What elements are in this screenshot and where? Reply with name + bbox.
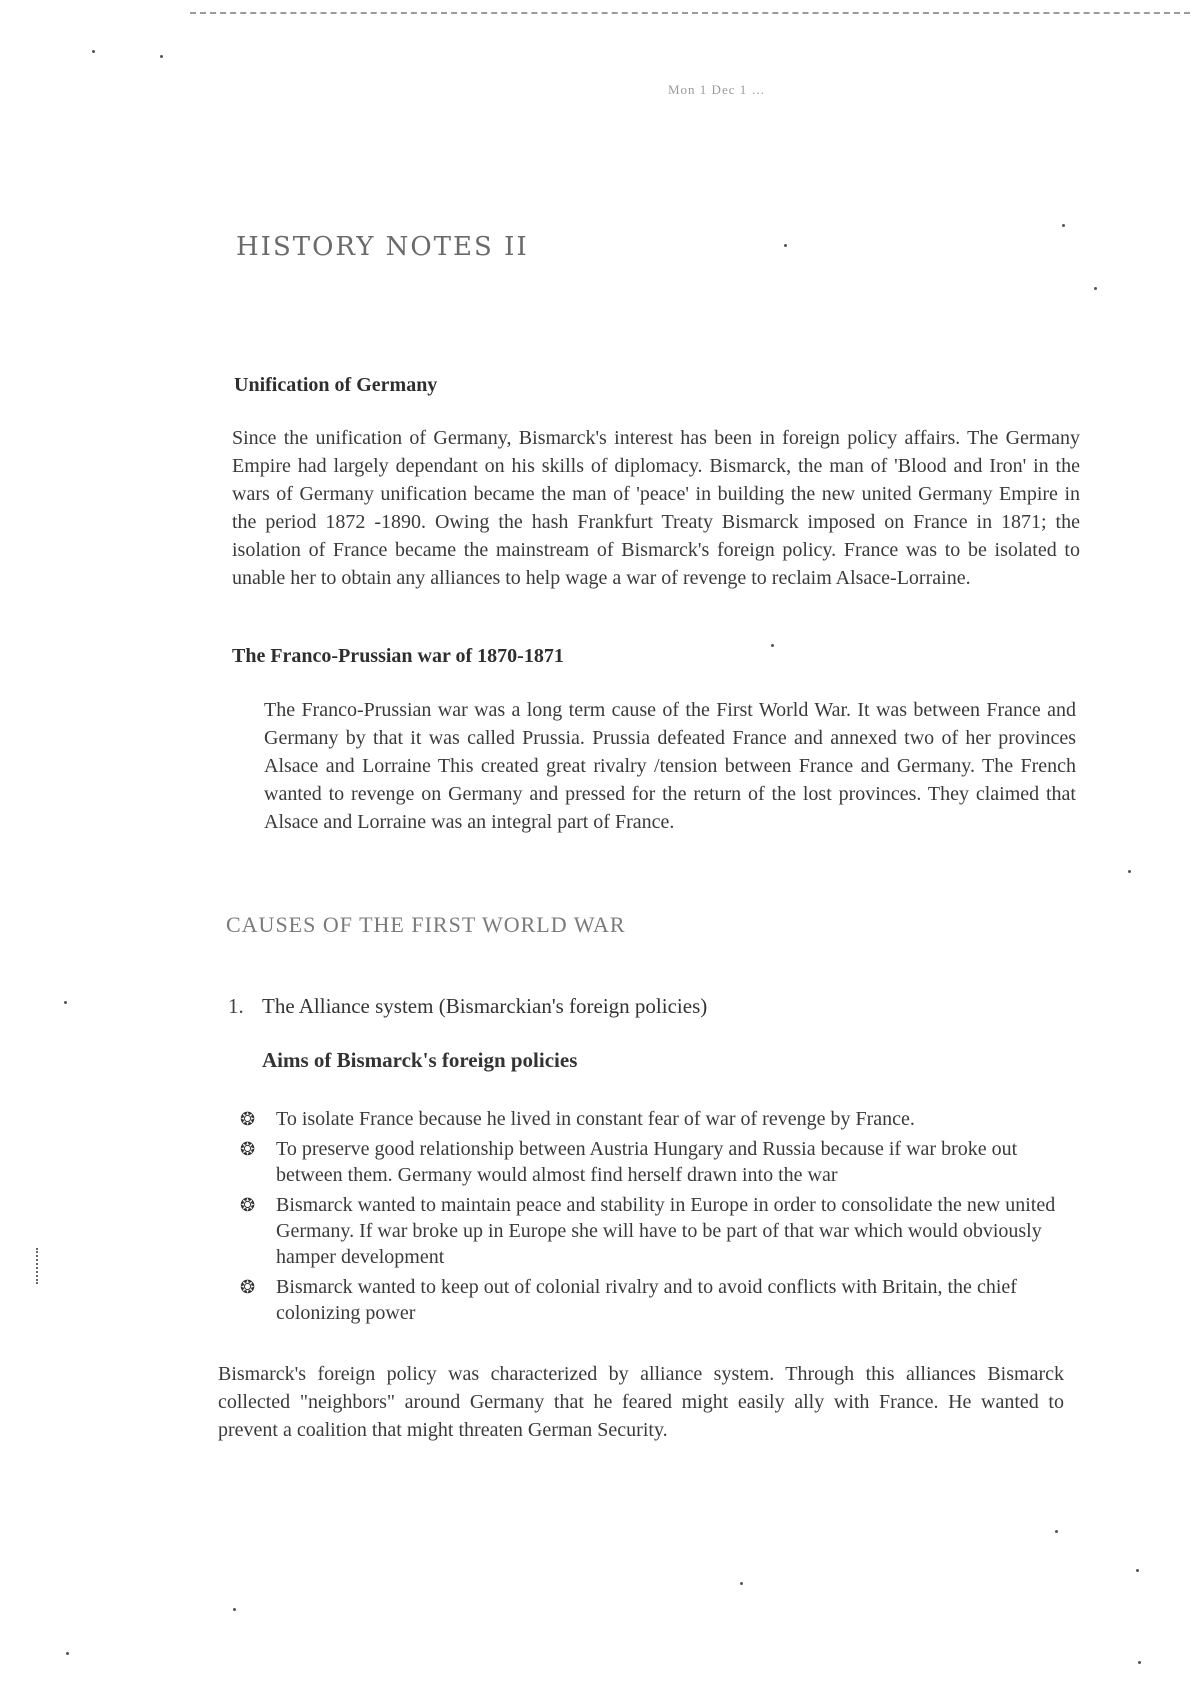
list-item [240, 1274, 1070, 1326]
scan-speck [1128, 870, 1131, 873]
page-title: HISTORY NOTES II [236, 232, 529, 262]
aim-text: Bismarck wanted to keep out of colonial rivalry and to avoid conflicts with Britain, the chief colonizing power [276, 1276, 1017, 1324]
aim-text: To preserve good relationship between Austria Hungary and Russia because if war broke out between them. Germany would almost find herself drawn into the war [276, 1138, 1018, 1186]
paragraph-franco-prussian: The Franco-Prussian war was a long term cause of the First World War. It was between France and Germany by that it was called Prussia. Prussia defeated France and annexed two of her provinces Alsace and Lorraine This created great rivalry /tension between France and Germany. The French wanted to revenge on Germany and pressed for the return of the lost provinces. They claimed that Alsace and Lorraine was an integral part of France. [264, 699, 1076, 833]
heading-unification: Unification of Germany [234, 374, 438, 396]
list-item [240, 1136, 1070, 1188]
section-number: 1. [228, 994, 244, 1018]
scan-speck [784, 244, 787, 247]
handwritten-mark: Mon 1 Dec 1 … [668, 82, 766, 97]
section-title-alliance: The Alliance system (Bismarckian's foreign policies) [262, 994, 708, 1018]
scan-speck [1094, 287, 1097, 290]
heading-franco-prussian: The Franco-Prussian war of 1870-1871 [232, 645, 564, 667]
scan-speck [1062, 224, 1065, 227]
aims-list [240, 1106, 1070, 1330]
list-item [240, 1192, 1070, 1270]
scan-speck [1138, 1661, 1141, 1664]
scan-speck [1136, 1569, 1139, 1572]
scan-speck [1055, 1530, 1058, 1533]
scan-speck [64, 1001, 67, 1004]
scan-top-edge [190, 12, 1190, 14]
scan-speck [233, 1608, 236, 1611]
aim-text: Bismarck wanted to maintain peace and stability in Europe in order to consolidate the new united Germany. If war broke up in Europe she will have to be part of that war which would obviously hamper development [276, 1194, 1056, 1268]
sub-heading-aims: Aims of Bismarck's foreign policies [262, 1048, 578, 1072]
scan-vertical-mark [36, 1248, 38, 1284]
scan-speck [740, 1582, 743, 1585]
list-item [240, 1106, 1070, 1132]
scan-speck [160, 55, 163, 58]
bullet-icon: ❂ [240, 1109, 256, 1129]
section-title-causes: CAUSES OF THE FIRST WORLD WAR [226, 912, 626, 937]
bullet-icon: ❂ [240, 1139, 256, 1159]
paragraph-unification: Since the unification of Germany, Bismarck's interest has been in foreign policy affairs. The Germany Empire had largely dependant on his skills of diplomacy. Bismarck, the man of 'Blood and Iron' in the wars of Germany unification became the man of 'peace' in building the new united Germany Empire in the period 1872 -1890. Owing the hash Frankfurt Treaty Bismarck imposed on France in 1871; the isolation of France became the mainstream of Bismarck's foreign policy. France was to be isolated to unable her to obtain any alliances to help wage a war of revenge to reclaim Alsace-Lorraine. [232, 427, 1080, 589]
scan-speck [92, 50, 95, 53]
scan-speck [66, 1652, 69, 1655]
aim-text: To isolate France because he lived in constant fear of war of revenge by France. [276, 1108, 915, 1130]
bullet-icon: ❂ [240, 1195, 256, 1215]
scan-speck [771, 644, 774, 647]
paragraph-closing: Bismarck's foreign policy was characterized by alliance system. Through this alliances Bismarck collected "neighbors" around Germany that he feared might easily ally with France. He wanted to prevent a coalition that might threaten German Security. [218, 1363, 1064, 1441]
bullet-icon: ❂ [240, 1277, 256, 1297]
